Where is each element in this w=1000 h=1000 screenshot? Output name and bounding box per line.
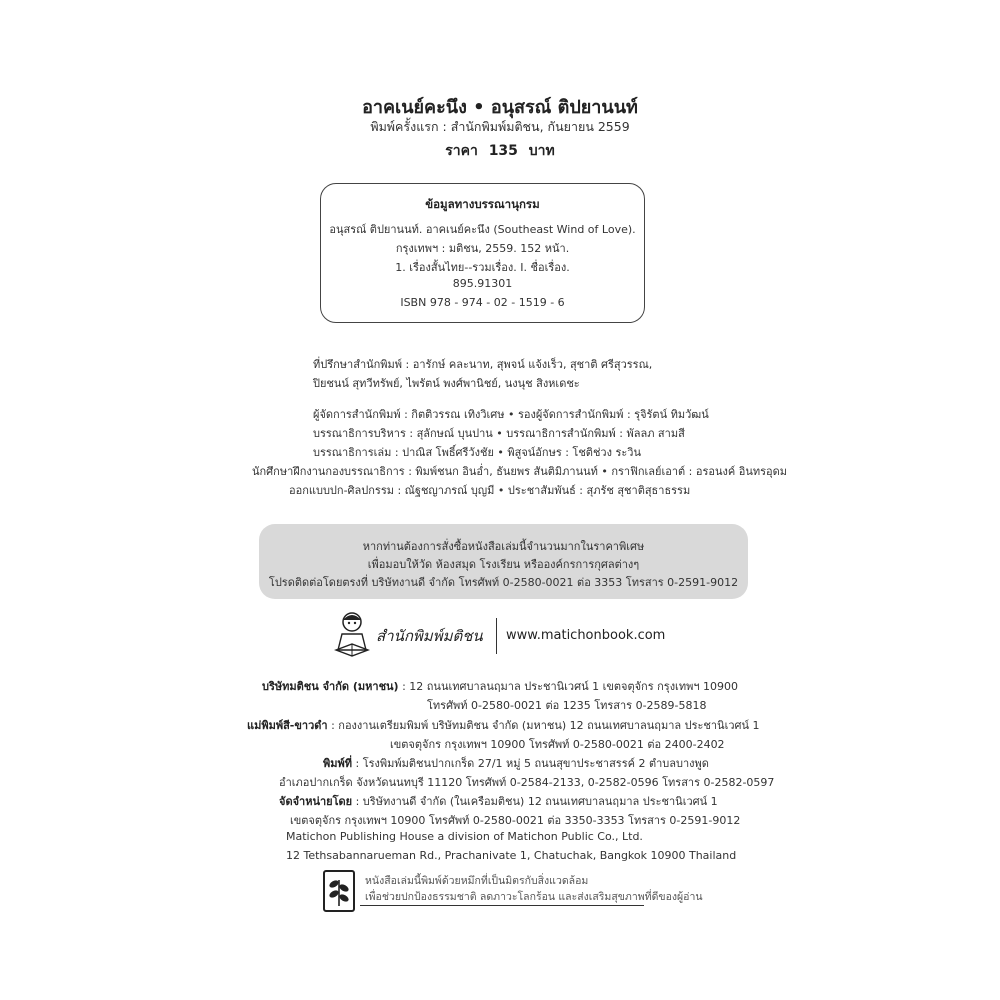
address-line: [247, 716, 760, 734]
address-text: : 12 ถนนเทศบาลนฤมาล ประชานิเวศน์ 1 เขตจตุจักร กรุงเทพฯ 10900: [398, 680, 738, 693]
cataloging-line: อนุสรณ์ ติปยานนท์. อาคเนย์คะนึง (Southeast Wind of Love).: [329, 223, 636, 236]
address-text: เขตจตุจักร กรุงเทพฯ 10900 โทรศัพท์ 0-2580-0021 ต่อ 3350-3353 โทรสาร 0-2591-9012: [290, 814, 741, 827]
cataloging-box: [320, 183, 645, 323]
address-text: Matichon Publishing House a division of Matichon Public Co., Ltd.: [286, 830, 643, 843]
address-line: [262, 677, 738, 695]
advisors-line-1: ที่ปรึกษาสำนักพิมพ์ : อารักษ์ คละนาท, สุพจน์ แจ้งเร็ว, สุชาติ ศรีสุวรรณ,: [313, 358, 653, 371]
address-text: : โรงพิมพ์มติชนปากเกร็ด 27/1 หมู่ 5 ถนนสุขาประชาสรรค์ 2 ตำบลบางพูด: [352, 757, 709, 770]
bulk-order-notice: [259, 524, 748, 599]
cataloging-line: 1. เรื่องสั้นไทย--รวมเรื่อง. I. ชื่อเรื่อง.: [395, 261, 570, 274]
address-text: โทรศัพท์ 0-2580-0021 ต่อ 1235 โทรสาร 0-2589-5818: [427, 699, 707, 712]
cataloging-heading: ข้อมูลทางบรรณานุกรม: [425, 197, 540, 211]
address-line: [323, 754, 709, 772]
book-title: อาคเนย์คะนึง • อนุสรณ์ ติปยานนท์: [362, 97, 638, 118]
address-line: [286, 849, 736, 862]
address-text: เขตจตุจักร กรุงเทพฯ 10900 โทรศัพท์ 0-2580-0021 ต่อ 2400-2402: [390, 738, 725, 751]
address-line: [279, 792, 718, 810]
price-label: ราคา: [445, 143, 478, 159]
notice-line: เพื่อมอบให้วัด ห้องสมุด โรงเรียน หรือองค์กรการกุศลต่างๆ: [367, 558, 640, 571]
trainee-line: นักศึกษาฝึกงานกองบรรณาธิการ : พิมพ์ชนก อินอ่ำ, ธันยพร สันติมิภานนท์ • กราฟิกเลย์เอาต์ : อรอนงค์ อินทรอุดม: [252, 465, 788, 478]
address-label: พิมพ์ที่: [323, 757, 353, 770]
address-text: 12 Tethsabannarueman Rd., Prachanivate 1, Chatuchak, Bangkok 10900 Thailand: [286, 849, 737, 862]
address-line: [286, 830, 643, 843]
managers-line: ผู้จัดการสำนักพิมพ์ : กิตติวรรณ เทิงวิเศษ • รองผู้จัดการสำนักพิมพ์ : รุจิรัตน์ ทิมวัฒน์: [313, 408, 709, 421]
address-label: บริษัทมติชน จำกัด (มหาชน): [262, 680, 399, 693]
address-line: [427, 696, 707, 714]
isbn: ISBN 978 - 974 - 02 - 1519 - 6: [400, 296, 565, 309]
price-value: 135: [488, 143, 518, 159]
eco-note-line: เพื่อช่วยปกป้องธรรมชาติ ลดภาวะโลกร้อน และส่งเสริมสุขภาพที่ดีของผู้อ่าน: [365, 891, 703, 903]
notice-line: โปรดติดต่อโดยตรงที่ บริษัทงานดี จำกัด โทรศัพท์ 0-2580-0021 ต่อ 3353 โทรสาร 0-2591-9012: [268, 576, 739, 589]
cataloging-line: กรุงเทพฯ : มติชน, 2559. 152 หน้า.: [395, 242, 570, 255]
edition-line: พิมพ์ครั้งแรก : สำนักพิมพ์มติชน, กันยายน 2559: [370, 119, 630, 134]
address-label: แม่พิมพ์สี-ขาวดำ: [247, 719, 328, 732]
address-line: [390, 735, 725, 753]
reading-figure-icon: [330, 610, 374, 660]
notice-line: หากท่านต้องการสั่งซื้อหนังสือเล่มนี้จำนวนมากในราคาพิเศษ: [362, 540, 645, 553]
eco-note-line: หนังสือเล่มนี้พิมพ์ด้วยหมึกที่เป็นมิตรกับสิ่งแวดล้อม: [365, 875, 589, 887]
address-line: [290, 811, 740, 829]
advisors-line-2: ปิยชนน์ สุทวีทรัพย์, ไพรัตน์ พงศ์พานิชย์, นงนุช สิงหเดชะ: [313, 377, 580, 390]
leaf-book-icon: [323, 870, 355, 912]
eco-underline: [360, 905, 644, 906]
publisher-logo-text: สำนักพิมพ์มติชน: [376, 627, 483, 645]
editors-line-1: บรรณาธิการบริหาร : สุลักษณ์ บุนปาน • บรรณาธิการสำนักพิมพ์ : พัลลภ สามสี: [313, 427, 685, 440]
design-line: ออกแบบปก-ศิลปกรรม : ณัฐชญาภรณ์ บุญมี • ประชาสัมพันธ์ : สุภรัช สุชาติสุธาธรรม: [289, 484, 691, 497]
cataloging-line: 895.91301: [452, 277, 513, 290]
editors-line-2: บรรณาธิการเล่ม : ปาณิส โพธิ์ศรีวังชัย • พิสูจน์อักษร : โชติช่วง ระวิน: [313, 446, 641, 459]
price-unit: บาท: [528, 143, 555, 159]
logo-divider: [496, 618, 497, 654]
price-line: [0, 140, 1000, 162]
address-label: จัดจำหน่ายโดย: [279, 795, 353, 808]
website-link[interactable]: www.matichonbook.com: [506, 628, 666, 643]
address-text: อำเภอปากเกร็ด จังหวัดนนทบุรี 11120 โทรศัพท์ 0-2584-2133, 0-2582-0596 โทรสาร 0-2582-0597: [279, 776, 775, 789]
address-text: : บริษัทงานดี จำกัด (ในเครือมติชน) 12 ถนนเทศบาลนฤมาล ประชานิเวศน์ 1: [352, 795, 718, 808]
address-line: [279, 773, 774, 791]
publisher-logo: [330, 610, 500, 660]
address-text: : กองงานเตรียมพิมพ์ บริษัทมติชน จำกัด (มหาชน) 12 ถนนเทศบาลนฤมาล ประชานิเวศน์ 1: [327, 719, 760, 732]
